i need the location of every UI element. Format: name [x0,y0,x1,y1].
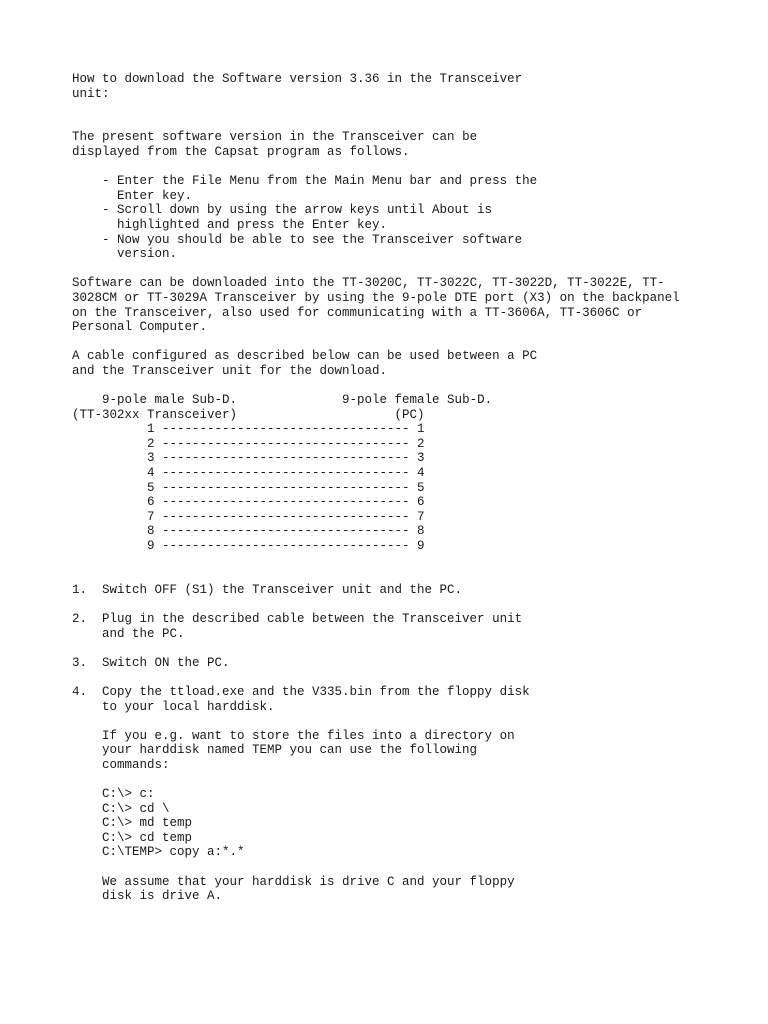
text-line: We assume that your harddisk is drive C and your floppy [102,874,515,889]
step-number: 4. [72,684,88,699]
text-line: Copy the ttload.exe and the V335.bin from the floppy disk [102,684,530,699]
pinout-table [72,393,752,554]
command-line: C:\> cd temp [102,830,193,845]
pinout-row: 5 --------------------------------- 5 [72,480,425,495]
text-line: version. [102,247,178,262]
cable-paragraph [72,349,752,378]
pinout-row: 4 --------------------------------- 4 [72,466,425,481]
pinout-row: 9 --------------------------------- 9 [72,539,425,553]
pinout-header: 9-pole male Sub-D. 9-pole female Sub-D. [72,393,493,408]
text-line: Enter key. [102,188,193,203]
pinout-row: 7 --------------------------------- 7 [72,509,425,524]
text-line: displayed from the Capsat program as follows. [72,144,410,159]
text-line: on the Transceiver, also used for communicating with a TT-3606A, TT-3606C or [72,305,643,320]
step-number: 2. [72,611,88,626]
pinout-row: 3 --------------------------------- 3 [72,451,425,466]
steps-list [72,583,752,714]
step-number: 3. [72,655,88,670]
text-line: If you e.g. want to store the files into a directory on [102,728,515,743]
text-line: Switch ON the PC. [102,655,230,670]
command-block [72,787,752,860]
pinout-row: 6 --------------------------------- 6 [72,495,425,510]
command-line: C:\> md temp [102,816,193,831]
text-line: Switch OFF (S1) the Transceiver unit and the PC. [102,582,463,597]
text-line: A cable configured as described below can be used between a PC [72,349,538,364]
text-line: - Now you should be able to see the Transceiver software [102,232,523,247]
pinout-row: 8 --------------------------------- 8 [72,524,425,539]
assumption-paragraph [72,875,752,904]
step-item [72,656,752,671]
step4-note [72,729,752,773]
pinout-row: 1 --------------------------------- 1 [72,422,425,437]
list-item [72,203,752,232]
title-line: unit: [72,86,110,101]
text-line: Plug in the described cable between the Transceiver unit [102,611,523,626]
software-paragraph [72,276,752,334]
pinout-row: 2 --------------------------------- 2 [72,436,425,451]
step-number: 1. [72,582,88,597]
document-page [72,72,752,904]
step-item [72,583,752,598]
text-line: and the Transceiver unit for the download. [72,363,388,378]
text-line: and the PC. [102,626,185,641]
text-line: to your local harddisk. [102,699,275,714]
text-line: - Scroll down by using the arrow keys until About is [102,203,493,218]
text-line: disk is drive A. [102,889,223,904]
command-line: C:\> cd \ [102,801,170,816]
text-line: Personal Computer. [72,320,208,335]
title-line: How to download the Software version 3.36 in the Transceiver [72,72,523,86]
text-line: - Enter the File Menu from the Main Menu bar and press the [102,174,538,189]
intro-paragraph [72,130,752,159]
document-title [72,72,752,101]
text-line: The present software version in the Transceiver can be [72,130,478,145]
list-item [72,174,752,203]
list-item [72,233,752,262]
step-item [72,612,752,641]
text-line: Software can be downloaded into the TT-3020C, TT-3022C, TT-3022D, TT-3022E, TT- [72,276,665,291]
text-line: your harddisk named TEMP you can use the following [102,743,478,758]
command-line: C:\> c: [102,787,155,802]
bullet-list [72,174,752,262]
command-line: C:\TEMP> copy a:*.* [102,845,245,860]
text-line: 3028CM or TT-3029A Transceiver by using the 9-pole DTE port (X3) on the backpanel [72,290,680,305]
step-item [72,685,752,714]
pinout-header: (TT-302xx Transceiver) (PC) [72,407,425,422]
text-line: commands: [102,757,170,772]
text-line: highlighted and press the Enter key. [102,217,388,232]
